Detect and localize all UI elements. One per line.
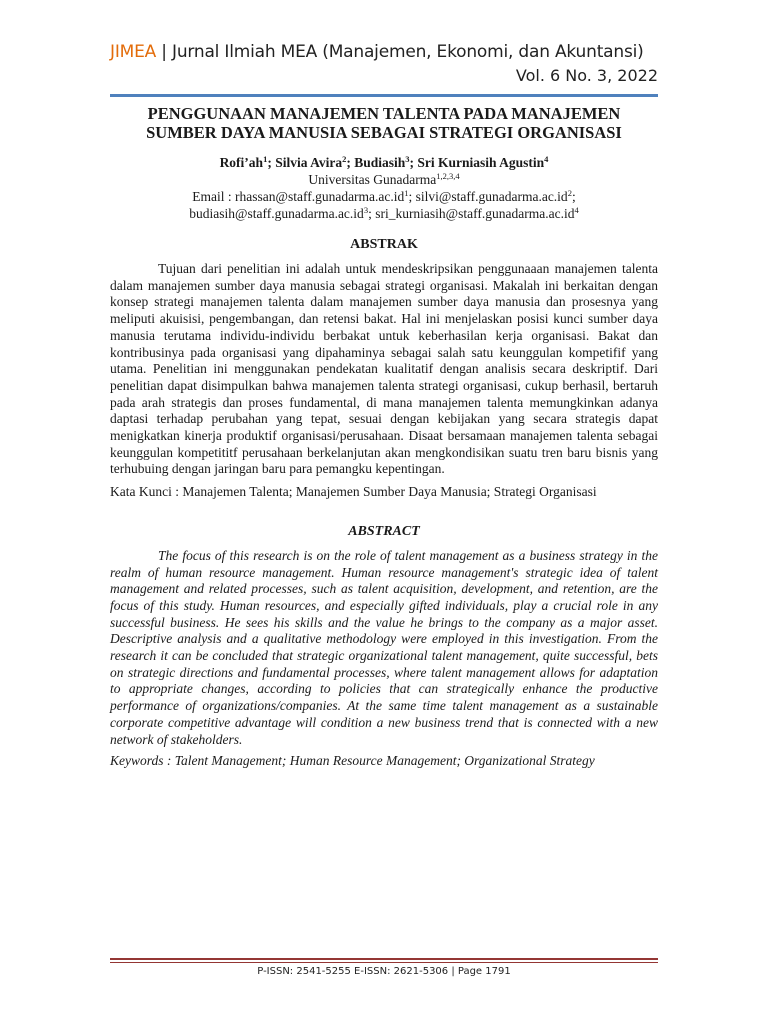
title-line-1: PENGGUNAAN MANAJEMEN TALENTA PADA MANAJEMEN bbox=[147, 104, 621, 123]
email-mark: 2 bbox=[567, 188, 572, 198]
email-text: ; bbox=[571, 189, 576, 204]
author: Rofi’ah bbox=[219, 155, 264, 170]
journal-name: | Jurnal Ilmiah MEA (Manajemen, Ekonomi, dan Akuntansi) bbox=[156, 42, 644, 62]
journal-abbreviation: JIMEA bbox=[110, 42, 157, 62]
abstrak-body: Tujuan dari penelitian ini adalah untuk mendeskripsikan penggunaaan manajemen talenta dalam manajemen sumber daya manusia sebagai strategi organisasi. Makalah ini berkaitan dengan konsep strategi manajemen talenta dalam manajemen sumber daya manusia dan prosesnya yang meliputi akuisisi, pengembangan, dan retensi bakat. Hal ini menjelaskan posisi kunci sumber daya manusia terutama individu-individu berbakat untuk keberhasilan kerja organisasi. Bakat dan kontribusinya pada organisasi yang dipahaminya sebagai salah satu keunggulan kompetifif yang utama. Penelitian ini menggunakan pendekatan kualitatif dengan analisis secara deskriptif. Dari penelitian dapat disimpulkan bahwa manajemen talenta strategi organisasi, cukup berhasil, bertaruh pada arah strategis dan proses fundamental, di mana manajemen talenta memungkinkan adanya daptasi terhadap perubahan yang tepat, sesuai dengan kebijakan yang secara strategis dapat menigkatkan kinerja produktif organisasi/perusahaan. Disaat bersamaan manajemen talenta sebagai keunggulan kompetititf perusahaan berkelanjutan akan mengkondisikan suatu tren baru bisnis yang terhubuing dengan jaringan baru para pemangku kepentingan. bbox=[110, 261, 658, 477]
affiliation bbox=[110, 171, 658, 188]
author-list bbox=[110, 154, 658, 171]
email-line-2 bbox=[110, 205, 658, 222]
article-title bbox=[110, 104, 658, 142]
email-text: Email : rhassan@staff.gunadarma.ac.id bbox=[192, 189, 405, 204]
author-separator: ; bbox=[409, 155, 418, 170]
footer-divider-thin bbox=[110, 962, 658, 963]
email-text: ; silvi@staff.gunadarma.ac.id bbox=[408, 189, 568, 204]
author-affiliation-mark: 4 bbox=[544, 154, 549, 164]
email-mark: 1 bbox=[404, 188, 409, 198]
author-affiliation-mark: 1 bbox=[263, 154, 268, 164]
email-mark: 4 bbox=[574, 205, 579, 215]
title-line-2: SUMBER DAYA MANUSIA SEBAGAI STRATEGI ORGANISASI bbox=[146, 123, 622, 142]
abstrak-heading: ABSTRAK bbox=[350, 237, 418, 252]
author: Silvia Avira bbox=[275, 155, 343, 170]
abstract-heading: ABSTRACT bbox=[348, 523, 420, 539]
affiliation-name: Universitas Gunadarma bbox=[308, 172, 437, 187]
page-footer: P-ISSN: 2541-5255 E-ISSN: 2621-5306 | Page 1791 bbox=[257, 966, 511, 977]
volume-info: Vol. 6 No. 3, 2022 bbox=[515, 66, 658, 85]
article-body bbox=[110, 104, 658, 770]
abstrak-keywords: Kata Kunci : Manajemen Talenta; Manajemen Sumber Daya Manusia; Strategi Organisasi bbox=[110, 484, 597, 500]
affiliation-mark: 1,2,3,4 bbox=[436, 171, 460, 181]
email-mark: 3 bbox=[363, 205, 369, 215]
email-text: ; sri_kurniasih@staff.gunadarma.ac.id bbox=[368, 206, 575, 221]
abstract-body: The focus of this research is on the role of talent management as a business strategy in the realm of human resource management. Human resource management's strategic idea of talent management and related processes, such as talent acquisition, development, and retention, are the focus of this study. Human resources, and especially gifted individuals, play a crucial role in any successful business. He sees his skills and the value he brings to the company as a major asset. Descriptive analysis and a qualitative methodology were employed in this investigation. From the research it can be concluded that strategic organizational talent management, quite successful, bets on strategic directions and fundamental processes, where talent management allows for adaptation to appropriate changes, according to policies that can strategically enhance the productive performance of organizations/companies. At the same time talent management as a sustainable corporate competitive advantage will condition a new business trend that is connected with a new network of stakeholders. bbox=[110, 547, 658, 747]
author-affiliation-mark: 2 bbox=[342, 154, 347, 164]
author: Budiasih bbox=[354, 155, 406, 170]
author-affiliation-mark: 3 bbox=[405, 154, 410, 164]
header-divider bbox=[110, 94, 658, 97]
email-line-1 bbox=[110, 188, 658, 205]
author: Sri Kurniasih Agustin bbox=[417, 155, 545, 170]
author-separator: ; bbox=[267, 155, 276, 170]
journal-header bbox=[110, 42, 644, 62]
author-emails bbox=[110, 188, 658, 222]
email-text: budiasih@staff.gunadarma.ac.id bbox=[189, 206, 364, 221]
abstract-keywords: Keywords : Talent Management; Human Resource Management; Organizational Strategy bbox=[110, 753, 595, 769]
footer-divider bbox=[110, 958, 658, 960]
author-separator: ; bbox=[346, 155, 355, 170]
